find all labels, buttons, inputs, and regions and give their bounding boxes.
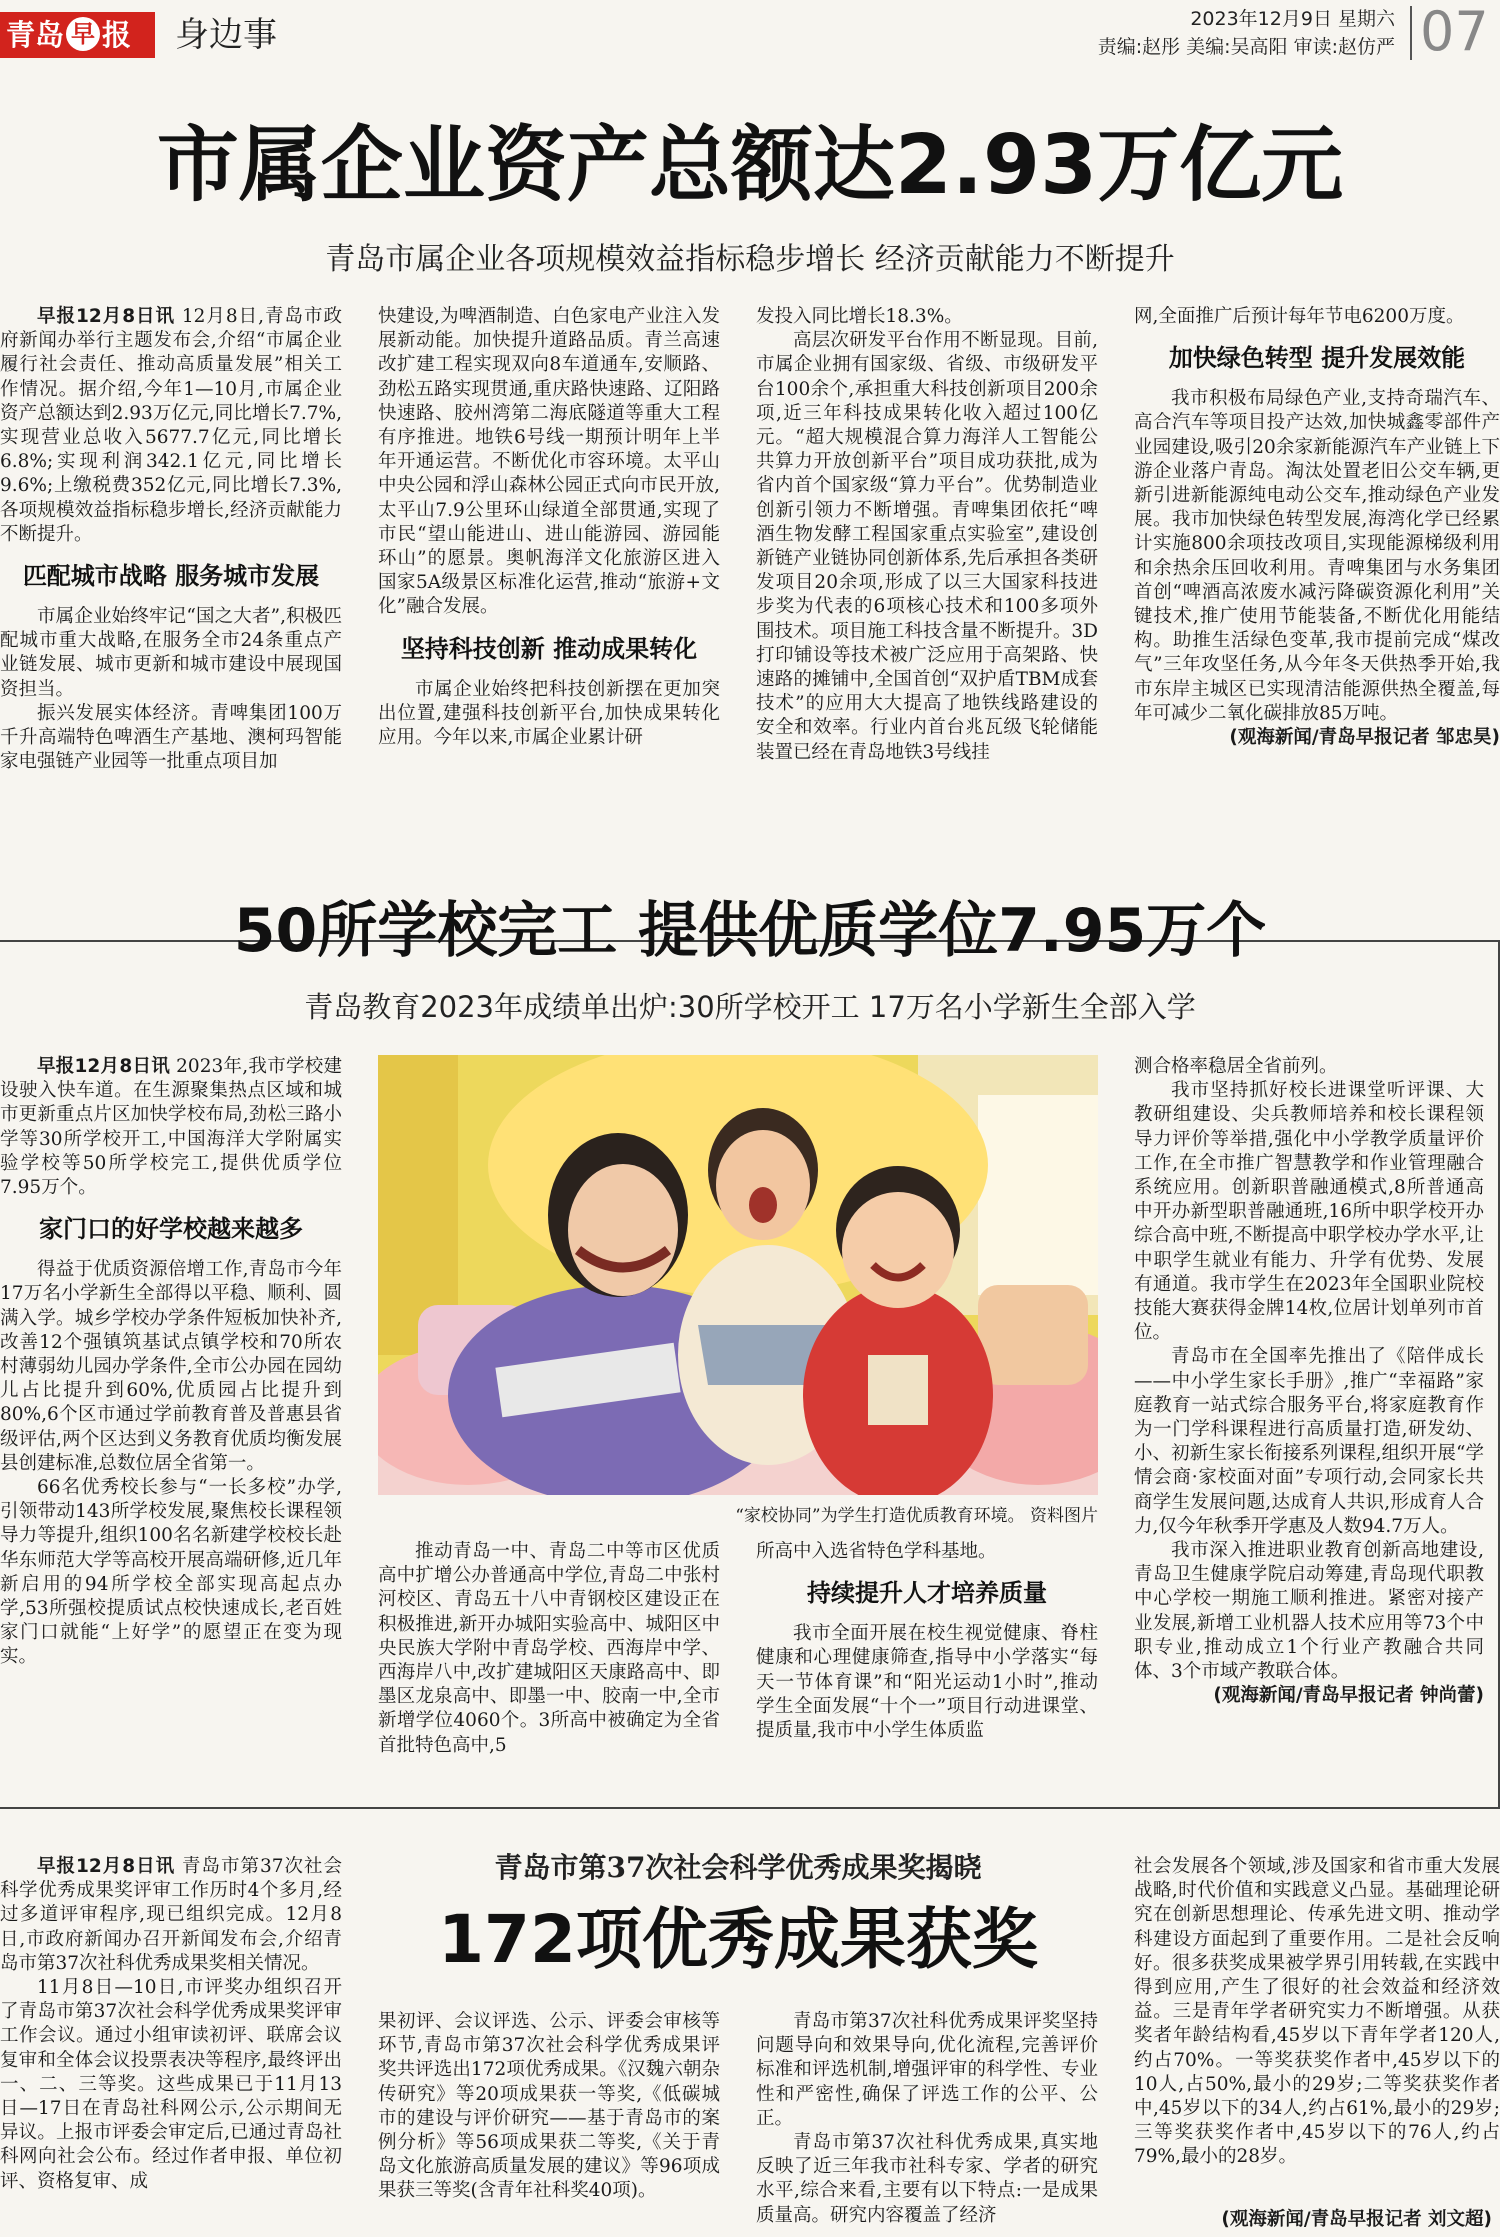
editors-line: 责编:赵彤 美编:吴高阳 审读:赵仿严 xyxy=(1097,36,1395,58)
article3-column-3 xyxy=(756,2010,1098,2235)
article2-col4-p4: 我市深入推进职业教育创新高地建设,青岛卫生健康学院启动筹建,青岛现代职教中心学校一期施工顺利推进。紧密对接产业发展,新增工业机器人技术应用等73个中职专业,推动成立1个行业产教融合共同体、3个市域产教联合体。 xyxy=(1134,1540,1484,1683)
article1-col4-p2: 我市积极布局绿色产业,支持奇瑞汽车、高合汽车等项目投产达效,加快城鑫零部件产业园建设,吸引20余家新能源汽车产业链上下游企业落户青岛。淘汰处置老旧公交车辆,更新引进新能源纯电动公交车,推动绿色产业发展。我市加快绿色转型发展,海湾化学已经累计实施800余项技改项目,实现能源梯级利用和余热余压回收利用。青啤集团与水务集团首创“啤酒高浓废水减污降碳资源化利用”关键技术,推广使用节能装备,不断优化用能结构。助推生活绿色变革,我市提前完成“煤改气”三年攻坚任务,从今年冬天供热季开始,我市东岸主城区已实现清洁能源供热全覆盖,每年可减少二氧化碳排放85万吨。 xyxy=(1134,388,1500,724)
article2-col1-p3: 66名优秀校长参与“一长多校”办学,引领带动143所学校发展,聚焦校长课程领导力等提升,组织100名名新建学校校长赴华东师范大学等高校开展高端研修,近几年新启用的94所学校全部实现高起点办学,53所强校提质试点校快速成长,老百姓家门口就能“上好学”的愿望正在变为现实。 xyxy=(0,1477,342,1668)
article3-title: 172项优秀成果获奖 xyxy=(438,1901,1038,1978)
article3-column-1 xyxy=(0,1855,342,2235)
article2-column-4 xyxy=(1134,1055,1484,1795)
article3-kicker: 青岛市第37次社会科学优秀成果奖揭晓 xyxy=(494,1851,982,1884)
section-name: 身边事 xyxy=(175,15,277,55)
article1-lead: 早报12月8日讯 xyxy=(37,306,176,327)
newspaper-logo xyxy=(0,12,155,58)
article2-column-1 xyxy=(0,1055,342,1795)
article2-photo-caption: “家校协同”为学生打造优质教育环境。 资料图片 xyxy=(735,1506,1098,1526)
article2-col1-p1: 2023年,我市学校建设驶入快车道。在生源聚集热点区域和城市更新重点片区加快学校布局,劲松三路小学等30所学校开工,中国海洋大学附属实验学校等50所学校完工,提供优质学位7.95万个。 xyxy=(0,1056,342,1199)
article3-column-2 xyxy=(378,2010,720,2235)
article1-col1-p3: 振兴发展实体经济。青啤集团100万千升高端特色啤酒生产基地、澳柯玛智能家电强链产业园等一批重点项目加 xyxy=(0,702,342,773)
article1-column-3 xyxy=(756,305,1098,825)
article2-heading-2: 持续提升人才培养质量 xyxy=(807,1579,1047,1608)
article1-column-2 xyxy=(378,305,720,825)
article2-column-2 xyxy=(378,1540,720,1790)
article2-subtitle: 青岛教育2023年成绩单出炉:30所学校开工 17万名小学新生全部入学 xyxy=(304,990,1196,1024)
article1-heading-1: 匹配城市战略 服务城市发展 xyxy=(22,562,320,591)
article1-col2-p1: 快建设,为啤酒制造、白色家电产业注入发展新动能。加快提升道路品质。青兰高速改扩建工程实现双向8车道通车,安顺路、劲松五路实现贯通,重庆路快速路、辽阳路快速路、胶州湾第二海底隧道等重大工程有序推进。地铁6号线一期预计明年上半年开通运营。不断优化市容环境。太平山中央公园和浮山森林公园正式向市民开放,太平山7.9公里环山绿道全部贯通,实现了市民“望山能进山、进山能游园、游园能环山”的愿景。奥帆海洋文化旅游区进入国家5A级景区标准化运营,推动“旅游+文化”融合发展。 xyxy=(378,306,720,618)
article3-col3-p2: 青岛市第37次社科优秀成果,真实地反映了近三年我市社科专家、学者的研究水平,综合来看,主要有以下特点:一是成果质量高。研究内容覆盖了经济 xyxy=(756,2132,1098,2226)
photo-illustration xyxy=(378,1055,1098,1495)
article2-col3-p2: 我市全面开展在校生视觉健康、脊柱健康和心理健康筛查,指导中小学落实“每天一节体育课”和“阳光运动1小时”,推动学生全面发展“十个一”项目行动进课堂、提质量,我市中小学生体质监 xyxy=(756,1623,1098,1742)
article2-col2-p1: 推动青岛一中、青岛二中等市区优质高中扩增公办普通高中学位,青岛二中张村河校区、青岛五十八中青钢校区建设正在积极推进,新开办城阳实验高中、城阳区中央民族大学附中青岛学校、西海岸中学、西海岸八中,改扩建城阳区天康路高中、即墨区龙泉高中、即墨一中、胶南一中,全市新增学位4060个。3所高中被确定为全省首批特色高中,5 xyxy=(378,1541,720,1756)
article1-col3-p1: 发投入同比增长18.3%。 xyxy=(756,306,963,327)
article2-byline: (观海新闻/青岛早报记者 钟尚蕾) xyxy=(1213,1685,1484,1707)
article1-heading-3: 加快绿色转型 提升发展效能 xyxy=(1168,344,1466,373)
article2-lead: 早报12月8日讯 xyxy=(37,1056,170,1077)
article1-col1-p1: 12月8日,青岛市政府新闻办举行主题发布会,介绍“市属企业履行社会责任、推动高质量发展”相关工作情况。据介绍,今年1—10月,市属企业资产总额达到2.93万亿元,同比增长7.7%,实现营业总收入5677.7亿元,同比增长6.8%;实现利润342.1亿元,同比增长9.6%;上缴税费352亿元,同比增长7.3%,各项规模效益指标稳步增长,经济贡献能力不断提升。 xyxy=(0,306,342,545)
article2-title: 50所学校完工 提供优质学位7.95万个 xyxy=(233,896,1267,966)
article3-col3-p1: 青岛市第37次社科优秀成果评奖坚持问题导向和效果导向,优化流程,完善评价标准和评选机制,增强评审的科学性、专业性和严密性,确保了评选工作的公平、公正。 xyxy=(756,2011,1098,2129)
article3-byline: (观海新闻/青岛早报记者 刘文超) xyxy=(1221,2209,1492,2230)
article1-byline: (观海新闻/青岛早报记者 邹忠昊) xyxy=(1229,727,1500,749)
article2-col4-p3: 青岛市在全国率先推出了《陪伴成长——中小学生家长手册》,推广“幸福路”家庭教育一站式综合服务平台,将家庭教育作为一门学科课程进行高质量打造,研发幼、小、初新生家长衔接系列课程,组织开展“学情会商·家校面对面”专项行动,会同家长共商学生发展问题,达成育人共识,形成育人合力,仅今年秋季开学惠及人数94.7万人。 xyxy=(1134,1346,1484,1537)
article1-column-4 xyxy=(1134,305,1500,825)
article2-col1-p2: 得益于优质资源倍增工作,青岛市今年17万名小学新生全部得以平稳、顺利、圆满入学。城乡学校办学条件短板加快补齐,改善12个强镇筑基试点镇学校和70所农村薄弱幼儿园办学条件,全市公办园在园幼儿占比提升到60%,优质园占比提升到80%,6个区市通过学前教育普及普惠县省级评估,两个区达到义务教育优质均衡发展县创建标准,总数位居全省第一。 xyxy=(0,1259,342,1474)
article3-col4-p1: 社会发展各个领域,涉及国家和省市重大发展战略,时代价值和实践意义凸显。基础理论研究在创新思想理论、传承先进文明、推动学科建设方面起到了重要作用。二是社会反响好。很多获奖成果被学界引用转载,在实践中得到应用,产生了很好的社会效益和经济效益。三是青年学者研究实力不断增强。从获奖者年龄结构看,45岁以下青年学者120人,约占70%。一等奖获奖作者中,45岁以下的10人,占50%,最小的29岁;二等奖获奖作者中,45岁以下的34人,约占61%,最小的29岁;三等奖获奖作者中,45岁以下的76人,约占79%,最小的28岁。 xyxy=(1134,1856,1500,2168)
article1-col3-p2: 高层次研发平台作用不断显现。目前,市属企业拥有国家级、省级、市级研发平台100余个,承担重大科技创新项目200余项,近三年科技成果转化收入超过100亿元。“超大规模混合算力海洋人工智能公共算力开放创新平台”项目成功获批,成为省内首个国家级“算力平台”。优势制造业创新引领力不断增强。青啤集团依托“啤酒生物发酵工程国家重点实验室”,建设创新链产业链协同创新体系,先后承担各类研发项目20余项,形成了以三大国家科技进步奖为代表的6项核心技术和100多项外围技术。项目施工科技含量不断提升。3D打印铺设等技术被广泛应用于高架路、快速路的摊铺中,全国首创“双护盾TBM成套技术”的应用大大提高了地铁线路建设的安全和效率。行业内首台兆瓦级飞轮储能装置已经在青岛地铁3号线挂 xyxy=(756,330,1098,763)
issue-date: 2023年12月9日 星期六 xyxy=(1190,8,1395,30)
article3-col1-p1: 青岛市第37次社会科学优秀成果奖评审工作历时4个多月,经过多道评审程序,现已组织完成。12月8日,市政府新闻办召开新闻发布会,介绍青岛市第37次社科优秀成果奖相关情况。 xyxy=(0,1856,342,1974)
article2-heading-1: 家门口的好学校越来越多 xyxy=(39,1215,303,1244)
page-number: 07 xyxy=(1420,0,1489,63)
article2-column-3 xyxy=(756,1540,1098,1790)
article3-lead: 早报12月8日讯 xyxy=(37,1856,176,1877)
masthead xyxy=(0,0,1500,70)
article2-col3-p1: 所高中入选省特色学科基地。 xyxy=(756,1541,997,1562)
article1-title: 市属企业资产总额达2.93万亿元 xyxy=(156,118,1344,213)
article1-heading-2: 坚持科技创新 推动成果转化 xyxy=(400,634,698,663)
article2-photo xyxy=(378,1055,1098,1495)
article3-column-4 xyxy=(1134,1855,1500,2210)
article1-column-1 xyxy=(0,305,342,825)
article1-col1-p2: 市属企业始终牢记“国之大者”,积极匹配城市重大战略,在服务全市24条重点产业链发展、城市更新和城市建设中展现国资担当。 xyxy=(0,606,342,700)
article2-col4-p2: 我市坚持抓好校长进课堂听评课、大教研组建设、尖兵教师培养和校长课程领导力评价等举措,强化中小学教学质量评价工作,在全市推广智慧教学和作业管理融合系统应用。创新职普融通模式,8所普通高中开办新型职普融通班,16所中职学校开办综合高中班,不断提高中职学校办学水平,让中职学生就业有能力、升学有优势、发展有通道。我市学生在2023年全国职业院校技能大赛获得金牌14枚,位居计划单列市首位。 xyxy=(1134,1080,1484,1344)
article3-col2-p1: 果初评、会议评选、公示、评委会审核等环节,青岛市第37次社会科学优秀成果评奖共评选出172项优秀成果。《汉魏六朝杂传研究》等20项成果获一等奖,《低碳城市的建设与评价研究——基于青岛市的案例分析》等56项成果获二等奖,《关于青岛文化旅游高质量发展的建议》等96项成果获三等奖(含青年社科奖40项)。 xyxy=(378,2011,720,2202)
article1-col4-p1: 网,全面推广后预计每年节电6200万度。 xyxy=(1134,306,1465,327)
masthead-divider xyxy=(1410,6,1412,60)
article1-col2-p2: 市属企业始终把科技创新摆在更加突出位置,建强科技创新平台,加快成果转化应用。今年以来,市属企业累计研 xyxy=(378,678,720,749)
logo-text-left: 青岛 xyxy=(6,18,65,52)
article2-col4-p1: 测合格率稳居全省前列。 xyxy=(1134,1056,1338,1077)
logo-seal: 早 xyxy=(66,17,100,51)
article3-col1-p2: 11月8日—10日,市评奖办组织召开了青岛市第37次社会科学优秀成果奖评审工作会议。通过小组审读初评、联席会议复审和全体会议投票表决等程序,最终评出一、二、三等奖。这些成果已于11月13日—17日在青岛社科网公示,公示期间无异议。上报市评委会审定后,已通过青岛社科网向社会公布。经过作者申报、单位初评、资格复审、成 xyxy=(0,1977,342,2192)
logo-text-right: 报 xyxy=(102,18,132,52)
article1-subtitle: 青岛市属企业各项规模效益指标稳步增长 经济贡献能力不断提升 xyxy=(325,242,1175,277)
